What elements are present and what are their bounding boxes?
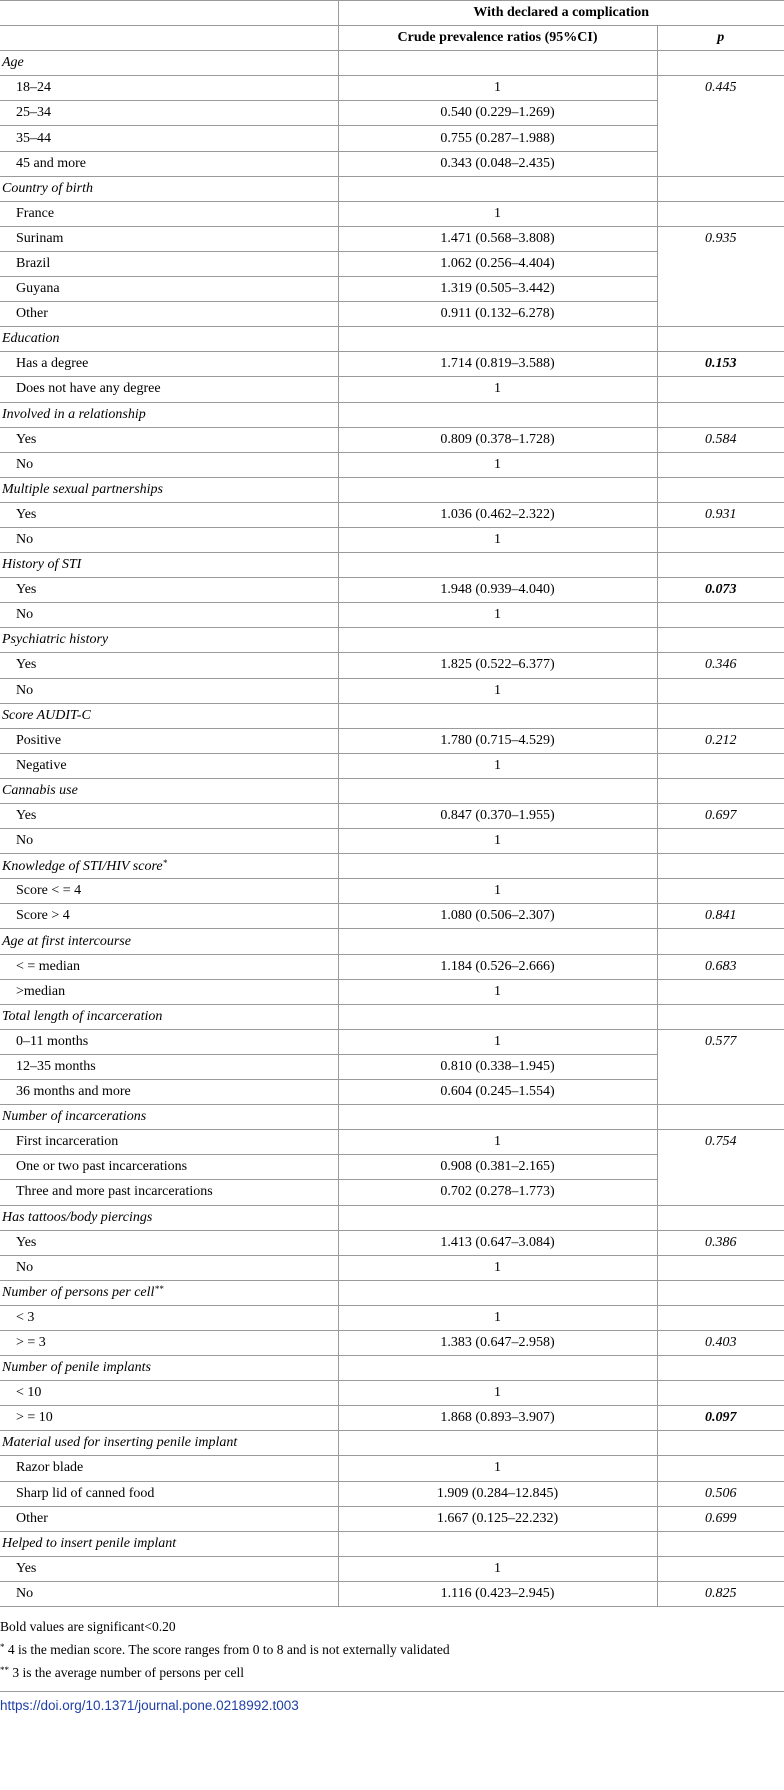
table-row <box>0 502 784 527</box>
empty-cell <box>338 1356 657 1381</box>
table-row <box>0 578 784 603</box>
variable-level-label: Has a degree <box>0 352 338 377</box>
empty-cell <box>338 553 657 578</box>
variable-level-label: Negative <box>0 753 338 778</box>
table-row <box>0 678 784 703</box>
variable-level-label: No <box>0 603 338 628</box>
empty-cell <box>657 1431 784 1456</box>
prevalence-ratio-cell: 1.471 (0.568–3.808) <box>338 226 657 251</box>
table-row <box>0 1255 784 1280</box>
empty-cell <box>338 1205 657 1230</box>
p-value-cell: 0.841 <box>657 904 784 929</box>
p-value-cell <box>657 1255 784 1280</box>
table-row <box>0 201 784 226</box>
prevalence-ratio-cell: 1 <box>338 1305 657 1330</box>
variable-level-label: Score > 4 <box>0 904 338 929</box>
prevalence-ratio-cell: 1.116 (0.423–2.945) <box>338 1581 657 1606</box>
table-row <box>0 352 784 377</box>
category-row <box>0 1531 784 1556</box>
category-label: Age at first intercourse <box>0 929 338 954</box>
prevalence-ratio-cell: 1 <box>338 527 657 552</box>
p-value-cell <box>657 1305 784 1330</box>
empty-cell <box>338 1004 657 1029</box>
prevalence-ratio-cell: 1.714 (0.819–3.588) <box>338 352 657 377</box>
category-row <box>0 51 784 76</box>
table-row <box>0 879 784 904</box>
table-row <box>0 452 784 477</box>
p-value-cell: 0.212 <box>657 728 784 753</box>
variable-level-label: No <box>0 829 338 854</box>
prevalence-ratio-cell: 0.604 (0.245–1.554) <box>338 1080 657 1105</box>
empty-cell <box>338 854 657 879</box>
prevalence-ratio-cell: 1.868 (0.893–3.907) <box>338 1406 657 1431</box>
p-value-cell: 0.697 <box>657 804 784 829</box>
variable-level-label: > = 10 <box>0 1406 338 1431</box>
category-row <box>0 477 784 502</box>
p-value-cell <box>657 1381 784 1406</box>
header-row-columns <box>0 26 784 51</box>
empty-cell <box>657 477 784 502</box>
category-row <box>0 176 784 201</box>
p-value-cell: 0.577 <box>657 1029 784 1104</box>
prevalence-ratio-cell: 1.909 (0.284–12.845) <box>338 1481 657 1506</box>
variable-level-label: Sharp lid of canned food <box>0 1481 338 1506</box>
category-row <box>0 929 784 954</box>
p-value-cell <box>657 753 784 778</box>
table-row <box>0 1305 784 1330</box>
category-row <box>0 778 784 803</box>
p-value-cell: 0.584 <box>657 427 784 452</box>
prevalence-ratio-cell: 1 <box>338 377 657 402</box>
table-notes <box>0 1607 784 1683</box>
empty-cell <box>657 553 784 578</box>
prevalence-ratio-cell: 1.080 (0.506–2.307) <box>338 904 657 929</box>
p-value-cell: 0.073 <box>657 578 784 603</box>
prevalence-ratio-cell: 1 <box>338 201 657 226</box>
category-label: Country of birth <box>0 176 338 201</box>
category-label: Total length of incarceration <box>0 1004 338 1029</box>
p-value-cell <box>657 452 784 477</box>
table-row <box>0 1330 784 1355</box>
header-empty-cell <box>0 1 338 26</box>
prevalence-ratio-cell: 1 <box>338 1255 657 1280</box>
prevalence-ratio-cell: 1.825 (0.522–6.377) <box>338 653 657 678</box>
prevalence-ratio-cell: 1.780 (0.715–4.529) <box>338 728 657 753</box>
variable-level-label: < 3 <box>0 1305 338 1330</box>
empty-cell <box>338 1431 657 1456</box>
header-row-group <box>0 1 784 26</box>
empty-cell <box>657 51 784 76</box>
empty-cell <box>338 929 657 954</box>
empty-cell <box>657 703 784 728</box>
p-value-cell <box>657 1556 784 1581</box>
category-label: Cannabis use <box>0 778 338 803</box>
p-value-cell: 0.683 <box>657 954 784 979</box>
category-label: Knowledge of STI/HIV score* <box>0 854 338 879</box>
prevalence-ratio-cell: 1.319 (0.505–3.442) <box>338 277 657 302</box>
prevalence-ratio-cell: 1 <box>338 1556 657 1581</box>
variable-level-label: Yes <box>0 427 338 452</box>
p-value-cell: 0.931 <box>657 502 784 527</box>
variable-level-label: Yes <box>0 578 338 603</box>
variable-level-label: Guyana <box>0 277 338 302</box>
table-row <box>0 603 784 628</box>
p-value-cell: 0.506 <box>657 1481 784 1506</box>
category-label: Age <box>0 51 338 76</box>
category-row <box>0 402 784 427</box>
empty-cell <box>338 1280 657 1305</box>
variable-level-label: Yes <box>0 1230 338 1255</box>
table-row <box>0 979 784 1004</box>
prevalence-ratio-cell: 0.911 (0.132–6.278) <box>338 302 657 327</box>
variable-level-label: Yes <box>0 653 338 678</box>
category-row <box>0 854 784 879</box>
prevalence-ratio-cell: 1 <box>338 753 657 778</box>
prevalence-ratio-cell: 1 <box>338 829 657 854</box>
variable-level-label: France <box>0 201 338 226</box>
prevalence-ratio-cell: 1 <box>338 879 657 904</box>
empty-cell <box>657 176 784 201</box>
prevalence-ratio-cell: 0.702 (0.278–1.773) <box>338 1180 657 1205</box>
variable-level-label: No <box>0 527 338 552</box>
table-row <box>0 1506 784 1531</box>
prevalence-ratio-cell: 0.343 (0.048–2.435) <box>338 151 657 176</box>
footnote-marker: ** <box>154 1284 164 1295</box>
table-row <box>0 1381 784 1406</box>
prevalence-ratio-cell: 1.948 (0.939–4.040) <box>338 578 657 603</box>
empty-cell <box>338 1531 657 1556</box>
p-value-cell: 0.346 <box>657 653 784 678</box>
category-row <box>0 1431 784 1456</box>
empty-cell <box>657 1004 784 1029</box>
category-label: Involved in a relationship <box>0 402 338 427</box>
empty-cell <box>657 327 784 352</box>
category-label: Score AUDIT-C <box>0 703 338 728</box>
table-row <box>0 427 784 452</box>
prevalence-ratio-cell: 1 <box>338 678 657 703</box>
p-value-cell: 0.935 <box>657 226 784 326</box>
header-empty-cell <box>0 26 338 51</box>
table-row <box>0 728 784 753</box>
prevalence-ratio-cell: 0.847 (0.370–1.955) <box>338 804 657 829</box>
variable-level-label: 35–44 <box>0 126 338 151</box>
footnote-1-text: 4 is the median score. The score ranges from 0 to 8 and is not externally validated <box>4 1642 450 1657</box>
category-row <box>0 628 784 653</box>
category-label: Number of incarcerations <box>0 1105 338 1130</box>
category-row <box>0 1205 784 1230</box>
prevalence-ratio-cell: 0.809 (0.378–1.728) <box>338 427 657 452</box>
variable-level-label: One or two past incarcerations <box>0 1155 338 1180</box>
category-label: Multiple sexual partnerships <box>0 477 338 502</box>
prevalence-ratio-cell: 1 <box>338 1130 657 1155</box>
variable-level-label: Yes <box>0 1556 338 1581</box>
p-value-cell <box>657 1456 784 1481</box>
prevalence-ratio-cell: 1.667 (0.125–22.232) <box>338 1506 657 1531</box>
table-row <box>0 1130 784 1155</box>
category-row <box>0 1105 784 1130</box>
empty-cell <box>657 628 784 653</box>
category-row <box>0 1004 784 1029</box>
table-row <box>0 904 784 929</box>
variable-level-label: Yes <box>0 502 338 527</box>
variable-level-label: > = 3 <box>0 1330 338 1355</box>
empty-cell <box>338 703 657 728</box>
prevalence-ratio-cell: 1 <box>338 979 657 1004</box>
p-value-cell <box>657 201 784 226</box>
prevalence-ratio-cell: 1.184 (0.526–2.666) <box>338 954 657 979</box>
prevalence-ratio-cell: 1 <box>338 603 657 628</box>
variable-level-label: Does not have any degree <box>0 377 338 402</box>
prevalence-ratio-cell: 0.755 (0.287–1.988) <box>338 126 657 151</box>
variable-level-label: 12–35 months <box>0 1054 338 1079</box>
variable-level-label: 0–11 months <box>0 1029 338 1054</box>
empty-cell <box>657 854 784 879</box>
table-row <box>0 829 784 854</box>
category-row <box>0 327 784 352</box>
p-value-cell <box>657 879 784 904</box>
p-value-cell <box>657 829 784 854</box>
prevalence-ratio-cell: 1 <box>338 452 657 477</box>
variable-level-label: Yes <box>0 804 338 829</box>
table-row <box>0 76 784 101</box>
variable-level-label: >median <box>0 979 338 1004</box>
p-value-cell: 0.754 <box>657 1130 784 1205</box>
empty-cell <box>338 51 657 76</box>
variable-level-label: 18–24 <box>0 76 338 101</box>
header-group-label: With declared a complication <box>338 1 784 26</box>
empty-cell <box>338 477 657 502</box>
empty-cell <box>657 1280 784 1305</box>
table-row <box>0 1456 784 1481</box>
category-row <box>0 1356 784 1381</box>
footnote-2-mark: ** <box>0 1665 9 1675</box>
variable-level-label: Positive <box>0 728 338 753</box>
category-label: Number of persons per cell** <box>0 1280 338 1305</box>
p-value-cell: 0.386 <box>657 1230 784 1255</box>
p-value-cell <box>657 678 784 703</box>
p-value-cell <box>657 603 784 628</box>
variable-level-label: Three and more past incarcerations <box>0 1180 338 1205</box>
table-row <box>0 377 784 402</box>
prevalence-ratio-cell: 1 <box>338 76 657 101</box>
header-p-label: p <box>657 26 784 51</box>
category-label: Psychiatric history <box>0 628 338 653</box>
variable-level-label: No <box>0 678 338 703</box>
variable-level-label: Other <box>0 302 338 327</box>
p-value-cell <box>657 377 784 402</box>
p-value-cell: 0.403 <box>657 1330 784 1355</box>
variable-level-label: < 10 <box>0 1381 338 1406</box>
footnote-2-text: 3 is the average number of persons per cell <box>9 1665 245 1680</box>
table-row <box>0 1029 784 1054</box>
category-row <box>0 703 784 728</box>
empty-cell <box>338 176 657 201</box>
p-value-cell: 0.699 <box>657 1506 784 1531</box>
p-value-cell: 0.825 <box>657 1581 784 1606</box>
variable-level-label: Brazil <box>0 251 338 276</box>
empty-cell <box>338 1105 657 1130</box>
variable-level-label: No <box>0 1255 338 1280</box>
table-row <box>0 1481 784 1506</box>
p-value-cell <box>657 527 784 552</box>
doi-link[interactable]: https://doi.org/10.1371/journal.pone.0218992.t003 <box>0 1691 784 1713</box>
table-row <box>0 753 784 778</box>
empty-cell <box>657 402 784 427</box>
prevalence-ratio-cell: 1.062 (0.256–4.404) <box>338 251 657 276</box>
variable-level-label: No <box>0 1581 338 1606</box>
variable-level-label: Score < = 4 <box>0 879 338 904</box>
empty-cell <box>657 1356 784 1381</box>
variable-level-label: First incarceration <box>0 1130 338 1155</box>
empty-cell <box>338 628 657 653</box>
table-row <box>0 1230 784 1255</box>
category-label: Helped to insert penile implant <box>0 1531 338 1556</box>
empty-cell <box>657 1105 784 1130</box>
variable-level-label: 36 months and more <box>0 1080 338 1105</box>
table-row <box>0 653 784 678</box>
table-row <box>0 527 784 552</box>
category-label: Has tattoos/body piercings <box>0 1205 338 1230</box>
empty-cell <box>657 778 784 803</box>
variable-level-label: 25–34 <box>0 101 338 126</box>
prevalence-ratio-cell: 0.540 (0.229–1.269) <box>338 101 657 126</box>
variable-level-label: Razor blade <box>0 1456 338 1481</box>
prevalence-ratio-cell: 1 <box>338 1456 657 1481</box>
p-value-cell: 0.153 <box>657 352 784 377</box>
p-value-cell <box>657 979 784 1004</box>
table-row <box>0 226 784 251</box>
category-row <box>0 553 784 578</box>
table-body <box>0 51 784 1607</box>
variable-level-label: No <box>0 452 338 477</box>
category-label: Material used for inserting penile implant <box>0 1431 338 1456</box>
variable-level-label: Other <box>0 1506 338 1531</box>
category-label: Education <box>0 327 338 352</box>
table-row <box>0 804 784 829</box>
footnote-1 <box>0 1637 784 1660</box>
empty-cell <box>338 402 657 427</box>
p-value-cell: 0.097 <box>657 1406 784 1431</box>
empty-cell <box>657 1531 784 1556</box>
prevalence-ratio-cell: 1.413 (0.647–3.084) <box>338 1230 657 1255</box>
p-value-cell: 0.445 <box>657 76 784 176</box>
prevalence-ratio-cell: 1.383 (0.647–2.958) <box>338 1330 657 1355</box>
footnote-2 <box>0 1660 784 1683</box>
prevalence-ratio-cell: 0.810 (0.338–1.945) <box>338 1054 657 1079</box>
prevalence-ratio-cell: 1.036 (0.462–2.322) <box>338 502 657 527</box>
category-row <box>0 1280 784 1305</box>
empty-cell <box>657 929 784 954</box>
variable-level-label: < = median <box>0 954 338 979</box>
table-row <box>0 1406 784 1431</box>
empty-cell <box>338 327 657 352</box>
footnote-marker: * <box>162 857 168 868</box>
table-row <box>0 1556 784 1581</box>
prevalence-ratio-cell: 0.908 (0.381–2.165) <box>338 1155 657 1180</box>
header-ratio-label: Crude prevalence ratios (95%CI) <box>338 26 657 51</box>
table-row <box>0 1581 784 1606</box>
prevalence-ratio-cell: 1 <box>338 1029 657 1054</box>
category-label: Number of penile implants <box>0 1356 338 1381</box>
variable-level-label: Surinam <box>0 226 338 251</box>
prevalence-ratio-cell: 1 <box>338 1381 657 1406</box>
category-label: History of STI <box>0 553 338 578</box>
table-row <box>0 954 784 979</box>
footnote-1-mark: * <box>0 1642 5 1652</box>
empty-cell <box>657 1205 784 1230</box>
bold-note: Bold values are significant<0.20 <box>0 1619 176 1634</box>
empty-cell <box>338 778 657 803</box>
variable-level-label: 45 and more <box>0 151 338 176</box>
